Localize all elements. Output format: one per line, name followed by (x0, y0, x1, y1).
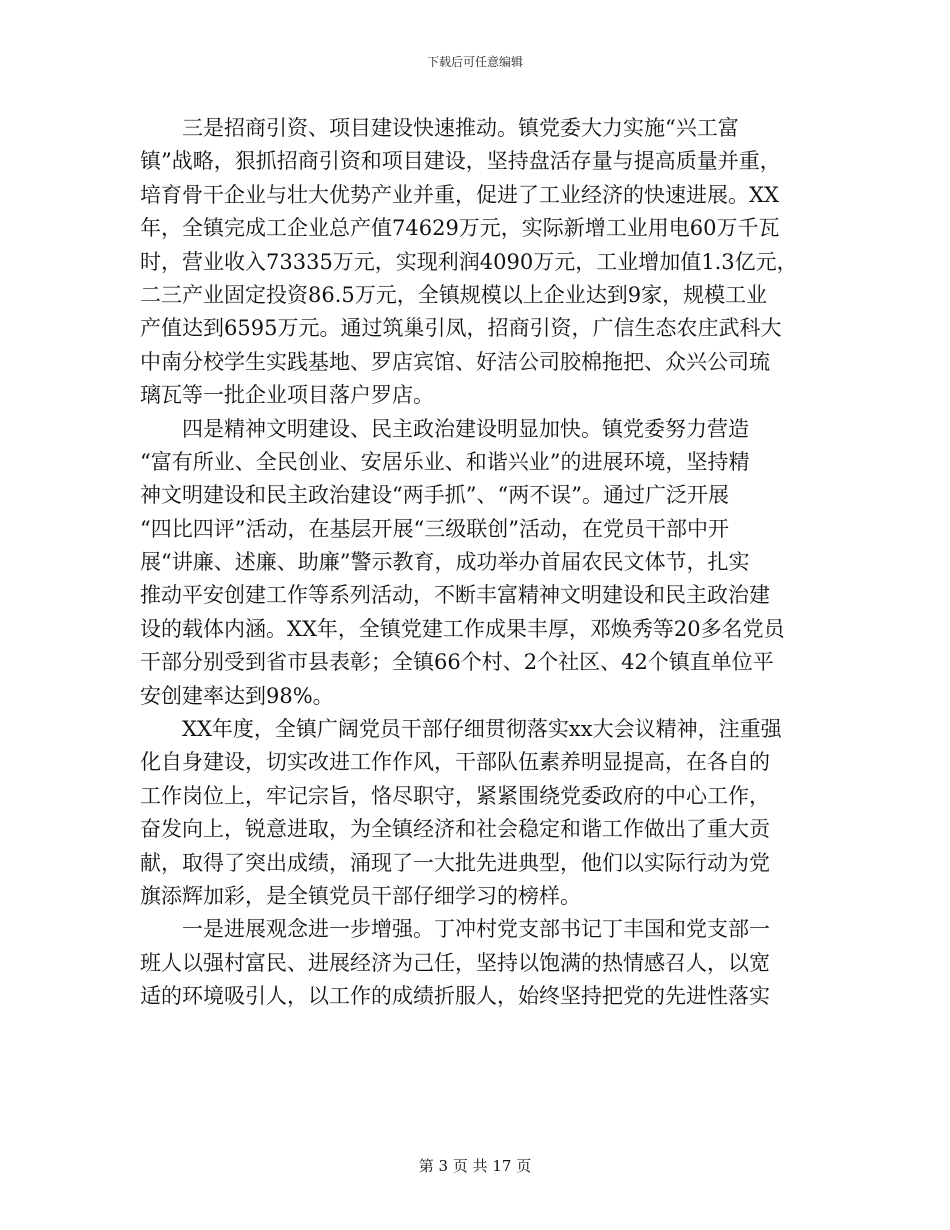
text-line: 干部分别受到省市县表彰；全镇66个村、2个社区、42个镇直单位平 (140, 650, 774, 675)
text-line: 二三产业固定投资86.5万元，全镇规模以上企业达到9家，规模工业 (140, 282, 768, 307)
text-line: 工作岗位上，牢记宗旨，恪尽职守，紧紧围绕党委政府的中心工作， (140, 783, 770, 808)
text-line: 四是精神文明建设、民主政治建设明显加快。镇党委努力营造 (140, 416, 749, 441)
text-line: 镇”战略，狠抓招商引资和项目建设，坚持盘活存量与提高质量并重， (140, 149, 781, 174)
text-line: 神文明建设和民主政治建设“两手抓”、“两不误”。通过广泛开展 (140, 483, 729, 508)
text-line: 献，取得了突出成绩，涌现了一大批先进典型，他们以实际行动为党 (140, 850, 770, 875)
page-number-footer: 第 3 页 共 17 页 (418, 1157, 532, 1175)
page-header-note: 下载后可任意编辑 (426, 55, 523, 69)
document-body (140, 112, 804, 1014)
text-line: 年，全镇完成工企业总产值74629万元，实际新增工业用电60万千瓦 (140, 216, 780, 241)
text-line: 璃瓦等一批企业项目落户罗店。 (140, 383, 434, 408)
text-line: 培育骨干企业与壮大优势产业并重，促进了工业经济的快速进展。XX (140, 182, 779, 207)
text-line: 适的环境吸引人，以工作的成绩折服人，始终坚持把党的先进性落实 (140, 984, 770, 1009)
text-line: 旗添辉加彩，是全镇党员干部仔细学习的榜样。 (140, 883, 581, 908)
text-line: 产值达到6595万元。通过筑巢引凤，招商引资，广信生态农庄武科大 (140, 316, 782, 341)
text-line: 展“讲廉、述廉、助廉”警示教育，成功举办首届农民文体节，扎实 (140, 550, 750, 575)
text-line: “富有所业、全民创业、安居乐业、和谐兴业”的进展环境，坚持精 (140, 449, 750, 474)
text-line: 时，营业收入73335万元，实现利润4090万元，工业增加值1.3亿元， (140, 249, 798, 274)
text-line: 三是招商引资、项目建设快速推动。镇党委大力实施“兴工富 (140, 116, 739, 140)
text-line: 一是进展观念进一步增强。丁冲村党支部书记丁丰国和党支部一 (140, 917, 770, 942)
text-line: 中南分校学生实践基地、罗店宾馆、好洁公司胶棉拖把、众兴公司琉 (140, 349, 770, 374)
text-line: 奋发向上，锐意进取，为全镇经济和社会稳定和谐工作做出了重大贡 (140, 817, 770, 842)
text-line: XX年度，全镇广阔党员干部仔细贯彻落实xx大会议精神，注重强 (140, 717, 782, 742)
text-line: 推动平安创建工作等系列活动，不断丰富精神文明建设和民主政治建 (140, 583, 770, 608)
text-line: “四比四评”活动，在基层开展“三级联创”活动，在党员干部中开 (140, 516, 729, 541)
text-line: 安创建率达到98%。 (140, 683, 334, 708)
text-line: 化自身建设，切实改进工作作风，干部队伍素养明显提高，在各自的 (140, 750, 770, 775)
text-line: 设的载体内涵。XX年，全镇党建工作成果丰厚，邓焕秀等20多名党员 (140, 616, 785, 641)
text-line: 班人以强村富民、进展经济为己任，坚持以饱满的热情感召人，以宽 (140, 950, 770, 975)
